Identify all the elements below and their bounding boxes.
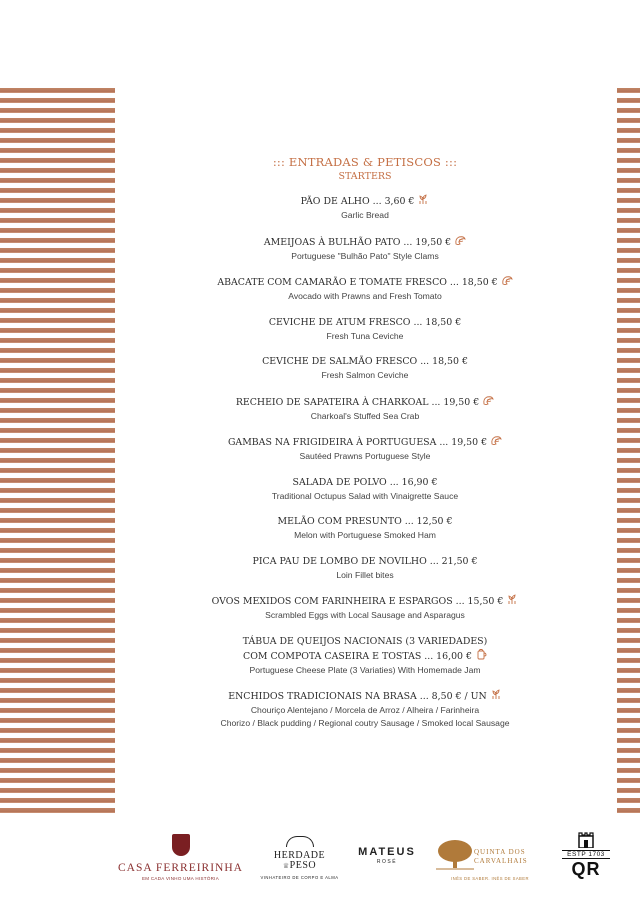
item-name: ABACATE COM CAMARÃO E TOMATE FRESCO ... 18,50 € bbox=[140, 275, 590, 290]
casa-ferreirinha-logo bbox=[118, 834, 243, 881]
menu-item bbox=[140, 555, 590, 582]
item-name: GAMBAS NA FRIGIDEIRA À PORTUGUESA ... 19,50 € bbox=[140, 435, 590, 450]
menu-item bbox=[140, 435, 590, 463]
qr-logo bbox=[562, 832, 610, 879]
leaf-icon bbox=[506, 594, 518, 605]
item-description: Chouriço Alentejano / Morcela de Arroz / Alheira / Farinheira bbox=[250, 705, 480, 715]
item-description: Scrambled Eggs with Local Sausage and Asparagus bbox=[265, 610, 465, 620]
logo-name-line1: HERDADE bbox=[273, 850, 326, 861]
shellfish-icon bbox=[454, 235, 466, 246]
item-description: Sautéed Prawns Portuguese Style bbox=[299, 451, 431, 461]
crest-icon bbox=[172, 834, 190, 856]
item-description-en: Chorizo / Black pudding / Regional coutry Sausage / Smoked local Sausage bbox=[220, 718, 510, 728]
shellfish-icon bbox=[501, 275, 513, 286]
item-description: Loin Fillet bites bbox=[336, 569, 394, 580]
menu-item bbox=[140, 594, 590, 622]
item-name: SALADA DE POLVO ... 16,90 € bbox=[292, 476, 438, 488]
item-name: MELÃO COM PRESUNTO ... 12,50 € bbox=[277, 516, 453, 527]
logo-name: MATEUS bbox=[358, 846, 416, 858]
arch-icon bbox=[286, 836, 314, 847]
item-description: Melon with Portuguese Smoked Ham bbox=[294, 530, 436, 540]
menu-item bbox=[140, 476, 590, 503]
logo-name: QR bbox=[571, 859, 601, 879]
item-name: PÃO DE ALHO ... 3,60 € bbox=[140, 194, 590, 209]
herdade-do-peso-logo bbox=[257, 836, 342, 880]
menu-item-cheese-plate bbox=[140, 635, 590, 677]
menu-item bbox=[140, 355, 590, 382]
leaf-icon bbox=[490, 689, 502, 700]
mateus-rose-logo bbox=[352, 846, 422, 865]
item-description: Garlic Bread bbox=[341, 210, 389, 220]
logo-established: ESTP 1703 bbox=[562, 850, 610, 859]
item-name-cont: COM COMPOTA CASEIRA E TOSTAS ... 16,00 € bbox=[140, 649, 590, 664]
logo-name: QUINTA DOS CARVALHAIS bbox=[474, 848, 528, 865]
leaf-icon bbox=[417, 194, 429, 205]
menu-item bbox=[140, 194, 590, 222]
menu-item bbox=[140, 395, 590, 423]
item-description: Charkoal's Stuffed Sea Crab bbox=[310, 410, 420, 421]
sponsor-logos bbox=[0, 828, 640, 898]
item-description: Traditional Octupus Salad with Vinaigrette Sauce bbox=[271, 490, 459, 501]
crown-icon: ♕ bbox=[282, 862, 290, 870]
item-description: Fresh Tuna Ceviche bbox=[326, 330, 404, 341]
item-description: Portuguese Cheese Plate (3 Variaties) With Homemade Jam bbox=[249, 664, 481, 675]
shellfish-icon bbox=[490, 435, 502, 446]
milk-icon bbox=[475, 649, 487, 660]
section-title: ::: ENTRADAS & PETISCOS ::: bbox=[272, 155, 458, 169]
item-name: ENCHIDOS TRADICIONAIS NA BRASA ... 8,50 € / UN bbox=[140, 689, 590, 704]
quinta-dos-carvalhais-logo bbox=[434, 836, 546, 884]
item-description: Portuguese "Bulhão Pato" Style Clams bbox=[291, 250, 439, 261]
menu-item-enchidos bbox=[140, 689, 590, 730]
menu-items bbox=[140, 194, 590, 622]
starters-menu bbox=[140, 155, 590, 743]
logo-name-line2: ♕PESO bbox=[282, 860, 317, 871]
item-name: CEVICHE DE ATUM FRESCO ... 18,50 € bbox=[268, 316, 462, 328]
item-name: PICA PAU DE LOMBO DE NOVILHO ... 21,50 € bbox=[252, 555, 478, 567]
item-name: OVOS MEXIDOS COM FARINHEIRA E ESPARGOS ... 15,50 € bbox=[140, 594, 590, 609]
menu-item bbox=[140, 235, 590, 263]
decorative-stripes-left bbox=[0, 88, 115, 816]
logo-subtitle: ROSÉ bbox=[376, 859, 398, 865]
logo-tagline: EM CADA VINHO UMA HISTÓRIA bbox=[141, 876, 220, 881]
tower-icon bbox=[575, 832, 597, 848]
item-name: CEVICHE DE SALMÃO FRESCO ... 18,50 € bbox=[262, 356, 468, 367]
tree-icon bbox=[436, 838, 474, 872]
logo-name: CASA FERREIRINHA bbox=[118, 862, 243, 874]
section-subtitle: STARTERS bbox=[338, 171, 392, 182]
item-description: Fresh Salmon Ceviche bbox=[321, 370, 409, 380]
logo-tagline: INÊS DE SABER. INÊS DE SABER bbox=[451, 876, 529, 881]
menu-item bbox=[140, 316, 590, 343]
shellfish-icon bbox=[482, 395, 494, 406]
menu-item bbox=[140, 515, 590, 542]
item-name: RECHEIO DE SAPATEIRA À CHARKOAL ... 19,50 € bbox=[140, 395, 590, 410]
item-name: AMEIJOAS À BULHÃO PATO ... 19,50 € bbox=[140, 235, 590, 250]
decorative-stripes-right bbox=[617, 88, 640, 816]
logo-tagline: VINHATEIRO DE CORPO E ALMA bbox=[260, 875, 339, 880]
item-description: Avocado with Prawns and Fresh Tomato bbox=[288, 291, 442, 301]
item-name: TÁBUA DE QUEIJOS NACIONAIS (3 VARIEDADES) bbox=[242, 635, 488, 647]
menu-item bbox=[140, 275, 590, 303]
